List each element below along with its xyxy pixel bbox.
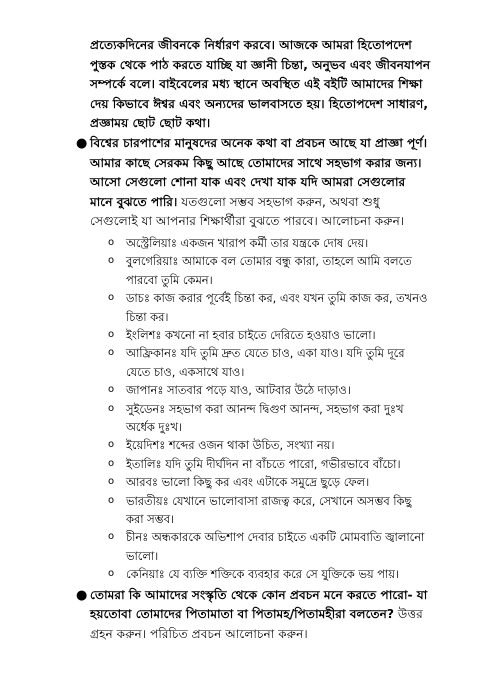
main-bullet-list bbox=[76, 134, 431, 644]
list-item bbox=[108, 473, 431, 491]
list-item bbox=[76, 134, 431, 584]
list-item bbox=[108, 565, 431, 583]
circle-bullet-icon: o bbox=[108, 402, 115, 414]
circle-bullet-icon: o bbox=[108, 439, 115, 451]
list-item bbox=[108, 344, 431, 381]
list-item bbox=[108, 252, 431, 289]
circle-bullet-icon: o bbox=[108, 568, 115, 580]
bullet-icon: ● bbox=[76, 135, 88, 151]
proverb-list bbox=[90, 234, 431, 584]
list-item bbox=[108, 289, 431, 326]
proverb-text: সুইডেনঃ সহভাগ করা আনন্দ দ্বিগুণ আনন্দ, সহভাগ করা দুঃখ অর্ধেক দুঃখ। bbox=[126, 401, 404, 434]
proverb-text: ইংলিশঃ কখনো না হবার চাইতে দেরিতে হওয়াও ভালো। bbox=[126, 327, 376, 342]
proverb-text: ইতালিঃ যদি তুমি দীর্ঘদিন না বাঁচতে পারো, গভীরভাবে বাঁচো। bbox=[126, 456, 401, 471]
circle-bullet-icon: o bbox=[108, 292, 115, 304]
list-item bbox=[108, 492, 431, 529]
list-item bbox=[108, 528, 431, 565]
proverb-text: আফ্রিকানঃ যদি তুমি দ্রুত যেতে চাও, একা যাও। যদি তুমি দূরে যেতে চাও, একসাথে যাও। bbox=[126, 346, 405, 379]
list-item bbox=[108, 326, 431, 344]
proverb-text: ডাচঃ কাজ করার পূর্বেই চিন্তা কর, এবং যখন তুমি কাজ কর, তখনও চিন্তা কর। bbox=[126, 291, 428, 324]
bullet2-bold-text: তোমরা কি আমাদের সংস্কৃতি থেকে কোন প্রবচন মনে করতে পারো- যা হয়তোবা তোমাদের পিতামাতা বা পিতামহ/পিতামহীরা বলতেন? bbox=[90, 587, 428, 622]
proverb-text: আরবঃ ভালো কিছু কর এবং এটাকে সমুদ্রে ছুড়ে ফেল। bbox=[126, 475, 370, 490]
proverb-text: জাপানঃ সাতবার পড়ে যাও, আটবার উঠে দাড়াও। bbox=[126, 383, 351, 398]
circle-bullet-icon: o bbox=[108, 476, 115, 488]
intro-paragraph: প্রত্যেকদিনের জীবনকে নির্ধারণ করবে। আজকে আমরা হিতোপদেশ পুস্তক থেকে পাঠ করতে যাচ্ছি যা জ্ঞানী চিন্তা, অনুভব এবং জীবনযাপন সম্পর্কে বলে। বাইবেলের মধ্য স্থানে অবস্থিত এই বইটি আমাদের শিক্ষা দেয় কিভাবে ঈশ্বর এবং অন্যদের ভালবাসতে হয়। হিতোপদেশ সাধারণ, প্রজ্ঞাময় ছোট ছোট কথা। bbox=[90, 38, 431, 131]
proverb-text: ভারতীয়ঃ যেখানে ভালোবাসা রাজত্ব করে, সেখানে অসম্ভব কিছু করা সম্ভব। bbox=[126, 493, 412, 527]
circle-bullet-icon: o bbox=[108, 531, 115, 543]
circle-bullet-icon: o bbox=[108, 494, 115, 506]
bullet2-normal-text: উত্তর গ্রহন করুন। পরিচিত প্রবচন আলোচনা করুন। bbox=[90, 607, 423, 641]
list-item bbox=[108, 455, 431, 473]
bullet-icon: ● bbox=[76, 587, 88, 603]
list-item bbox=[76, 586, 431, 645]
list-item bbox=[108, 400, 431, 437]
circle-bullet-icon: o bbox=[108, 347, 115, 359]
proverb-text: ইয়েদিশঃ শব্দের ওজন থাকা উচিত, সংখ্যা নয়। bbox=[126, 438, 335, 453]
proverb-text: বুলগেরিয়াঃ আমাকে বল তোমার বন্ধু কারা, তাহলে আমি বলতে পারবো তুমি কেমন। bbox=[126, 254, 412, 287]
bullet1-normal-text: যতগুলো সম্ভব সহভাগ করুন, অথবা শুধু সেগুলোই যা আপনার শিক্ষার্থীরা বুঝতে পারবে। আলোচনা করুন। bbox=[90, 194, 405, 229]
list-item bbox=[108, 234, 431, 252]
proverb-text: কেনিয়াঃ যে ব্যক্তি শক্তিকে ব্যবহার করে সে যুক্তিকে ভয় পায়। bbox=[126, 567, 400, 582]
proverb-text: অস্ট্রেলিয়াঃ একজন খারাপ কর্মী তার যন্ত্রকে দোষ দেয়। bbox=[126, 235, 369, 250]
circle-bullet-icon: o bbox=[108, 457, 115, 469]
list-item bbox=[108, 436, 431, 454]
circle-bullet-icon: o bbox=[108, 236, 115, 248]
proverb-text: চীনঃ অন্ধকারকে অভিশাপ দেবার চাইতে একটি মোমবাতি জ্বালানো ভালো। bbox=[126, 530, 425, 563]
bullet1-bold-text: বিশ্বের চারপাশের মানুষদের অনেক কথা বা প্রবচন আছে যা প্রাজ্ঞা পূর্ণ। আমার কাছে সেরকম কিছু আছে তোমাদের সাথে সহভাগ করার জন্য। আসো সেগুলো শোনা যাক এবং দেখা যাক যদি আমরা সেগুলোর মানে বুঝতে পারি। bbox=[90, 135, 428, 209]
circle-bullet-icon: o bbox=[108, 384, 115, 396]
circle-bullet-icon: o bbox=[108, 255, 115, 267]
list-item bbox=[108, 381, 431, 399]
circle-bullet-icon: o bbox=[108, 328, 115, 340]
